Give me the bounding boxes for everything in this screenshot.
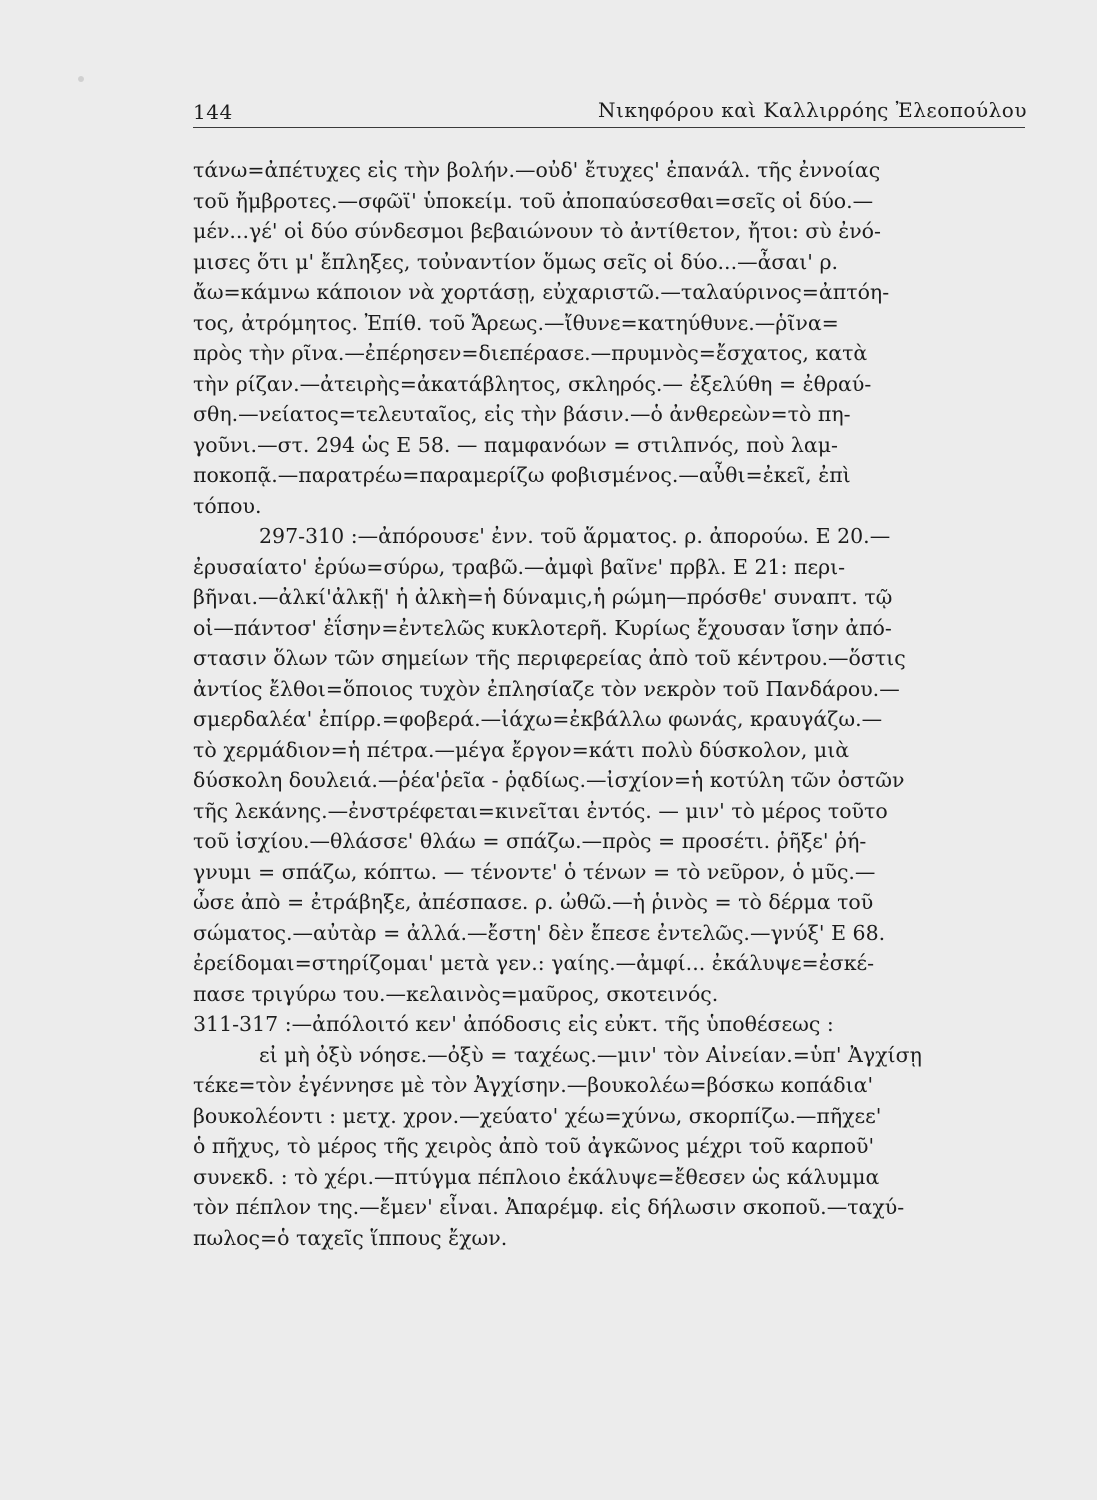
section-heading-line: 297-310 :—ἀπόρουσε' ἐνν. τοῦ ἅρματος. ρ. ἀπορούω. Ε 20.— <box>259 524 891 548</box>
text-line: πωλος=ὁ ταχεῖς ἵππους ἔχων. <box>193 1225 508 1250</box>
text-line: ἀντίος ἔλθοι=ὅποιος τυχὸν ἐπλησίαζε τὸν νεκρὸν τοῦ Πανδάρου.— <box>193 676 900 701</box>
text-line: βῆναι.—ἀλκί'ἀλκῇ' ἡ ἀλκὴ=ἡ δύναμις,ἡ ρώμη—πρόσθε' συναπτ. τῷ <box>193 585 893 609</box>
text-line: τὴν ρίζαν.—ἀτειρὴς=ἀκατάβλητος, σκληρός.— ἐξελύθη = ἐθραύ- <box>193 371 872 396</box>
text-line: στασιν ὅλων τῶν σημείων τῆς περιφερείας ἀπὸ τοῦ κέντρου.—ὅστις <box>193 646 906 670</box>
text-line: τάνω=ἀπέτυχες εἰς τὴν βολήν.—οὐδ' ἔτυχες' ἐπανάλ. τῆς ἐννοίας <box>193 158 881 182</box>
text-line: 311-317 :—ἀπόλοιτό κεν' ἀπόδοσις εἰς εὐκτ. τῆς ὑποθέσεως : <box>193 1012 834 1036</box>
text-line: ὁ πῆχυς, τὸ μέρος τῆς χειρὸς ἀπὸ τοῦ ἀγκῶνος μέχρι τοῦ καρποῦ' <box>193 1134 875 1158</box>
text-line: τέκε=τὸν ἐγέννησε μὲ τὸν Ἀγχίσην.—βουκολέω=βόσκω κοπάδια' <box>193 1073 874 1097</box>
text-line: μισες ὅτι μ' ἔπληξες, τοὐναντίον ὅμως σεῖς οἱ δύο...—ἆσαι' ρ. <box>193 249 839 274</box>
text-line: ἐρείδομαι=στηρίζομαι' μετὰ γεν.: γαίης.—ἀμφί... ἐκάλυψε=ἐσκέ- <box>193 951 875 975</box>
text-line: τος, ἀτρόμητος. Ἐπίθ. τοῦ Ἄρεως.—ἴθυνε=κατηύθυνε.—ῥῖνα= <box>193 310 839 335</box>
text-line: ἄω=κάμνω κάποιον νὰ χορτάσῃ, εὐχαριστῶ.—ταλαύρινος=ἀπτόη- <box>193 280 890 304</box>
text-line: γοῦνι.—στ. 294 ὡς Ε 58. — παμφανόων = στιλπνός, ποὺ λαμ- <box>193 432 838 457</box>
text-line: τόπου. <box>193 493 262 518</box>
text-line: γνυμι = σπάζω, κόπτω. — τένοντε' ὁ τένων = τὸ νεῦρον, ὁ μῦς.— <box>193 859 876 884</box>
text-line: δύσκολη δουλειά.—ῥέα'ῥεῖα - ῥᾳδίως.—ἰσχίον=ἡ κοτύλη τῶν ὀστῶν <box>193 768 905 792</box>
text-line: σώματος.—αὐτὰρ = ἀλλά.—ἔστη' δὲν ἔπεσε ἐντελῶς.—γνύξ' Ε 68. <box>193 920 886 945</box>
text-line: τοῦ ἰσχίου.—θλάσσε' θλάω = σπάζω.—πρὸς = προσέτι. ῥῆξε' ῥή- <box>193 829 867 853</box>
section-heading-line: εἰ μὴ ὀξὺ νόησε.—ὀξὺ = ταχέως.—μιν' τὸν Αἰνείαν.=ὑπ' Ἀγχίσῃ <box>259 1042 922 1067</box>
text-line: πασε τριγύρω του.—κελαινὸς=μαῦρος, σκοτεινός. <box>193 981 719 1006</box>
page-header <box>193 88 1027 128</box>
text-line: σθη.—νείατος=τελευταῖος, εἰς τὴν βάσιν.—ὁ ἀνθερεὼν=τὸ πη- <box>193 402 851 426</box>
text-line: ὦσε ἀπὸ = ἐτράβηξε, ἀπέσπασε. ρ. ὠθῶ.—ἡ ῥινὸς = τὸ δέρμα τοῦ <box>193 890 874 914</box>
text-line: τὸ χερμάδιον=ἡ πέτρα.—μέγα ἔργον=κάτι πολὺ δύσκολον, μιὰ <box>193 737 850 762</box>
text-line: σμερδαλέα' ἐπίρρ.=φοβερά.—ἰάχω=ἐκβάλλω φωνάς, κραυγάζω.— <box>193 707 883 731</box>
text-line: μέν...γέ' οἱ δύο σύνδεσμοι βεβαιώνουν τὸ ἀντίθετον, ἤτοι: σὺ ἐνό- <box>193 219 881 243</box>
text-line: συνεκδ. : τὸ χέρι.—πτύγμα πέπλοιο ἐκάλυψε=ἔθεσεν ὡς κάλυμμα <box>193 1164 880 1189</box>
text-line: τοῦ ἤμβροτες.—σφῶϊ' ὑποκείμ. τοῦ ἀποπαύσεσθαι=σεῖς οἱ δύο.— <box>193 188 874 213</box>
text-line: ποκοπᾷ.—παρατρέω=παραμερίζω φοβισμένος.—αὖθι=ἐκεῖ, ἐπὶ <box>193 463 851 487</box>
text-line: οἱ—πάντοσ' ἐΐσην=ἐντελῶς κυκλοτερῆ. Κυρίως ἔχουσαν ἴσην ἀπό- <box>193 615 892 640</box>
page-number: 144 <box>193 100 233 124</box>
commentary-body <box>193 155 1033 1253</box>
text-line: τὸν πέπλον της.—ἔμεν' εἶναι. Ἀπαρέμφ. εἰς δήλωσιν σκοποῦ.—ταχύ- <box>193 1195 905 1219</box>
header-rule <box>193 127 1025 128</box>
scan-speck <box>78 76 84 82</box>
running-title: Νικηφόρου καὶ Καλλιρρόης Ἐλεοπούλου <box>598 98 1027 122</box>
text-line: πρὸς τὴν ρῖνα.—ἐπέρησεν=διεπέρασε.—πρυμνὸς=ἔσχατος, κατὰ <box>193 341 868 365</box>
text-line: ἐρυσαίατο' ἐρύω=σύρω, τραβῶ.—ἀμφὶ βαῖνε' πρβλ. Ε 21: περι- <box>193 554 846 579</box>
text-line: τῆς λεκάνης.—ἐνστρέφεται=κινεῖται ἐντός. — μιν' τὸ μέρος τοῦτο <box>193 798 888 823</box>
text-line: βουκολέοντι : μετχ. χρον.—χεύατο' χέω=χύνω, σκορπίζω.—πῆχεε' <box>193 1103 882 1128</box>
